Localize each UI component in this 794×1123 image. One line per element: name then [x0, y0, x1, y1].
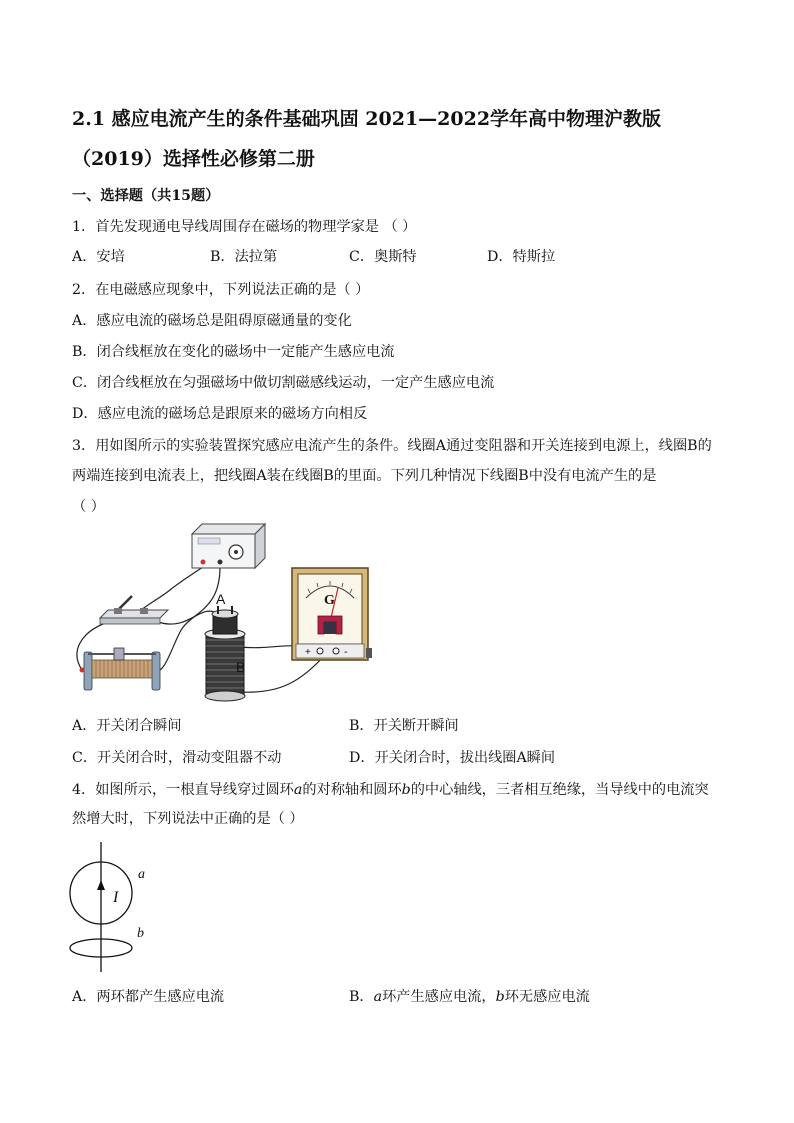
- q4-stem-text-2: 的对称轴和圆环: [302, 782, 402, 798]
- q1-option-b: B．法拉第: [210, 249, 278, 265]
- q4-stem-line-1: [72, 780, 709, 800]
- q3-option-c: C．开关闭合时，滑动变阻器不动: [72, 750, 282, 766]
- coil-a-label: A: [216, 591, 226, 607]
- meter-minus-label: -: [344, 646, 348, 658]
- q3-option-b: B．开关断开瞬间: [349, 718, 459, 734]
- q3-option-a: A．开关闭合瞬间: [72, 718, 182, 734]
- q4-stem-text-1: 4．如图所示，一根直导线穿过圆环: [72, 782, 294, 798]
- q4-option-b-prefix: B．: [349, 989, 374, 1005]
- q3-apparatus-figure: [70, 522, 380, 702]
- q4-ring-b-symbol: b: [401, 782, 411, 798]
- document-title-line-2: （2019）选择性必修第二册: [72, 148, 315, 170]
- coil-assembly: [205, 606, 245, 701]
- wire-power-to-switch: [136, 567, 203, 614]
- q2-option-b: B．闭合线框放在变化的磁场中一定能产生感应电流: [72, 344, 395, 360]
- q3-option-d: D．开关闭合时，拔出线圈A瞬间: [349, 750, 556, 766]
- q3-stem-line-3: （ ）: [72, 499, 105, 515]
- q2-stem: 2．在电磁感应现象中，下列说法正确的是（ ）: [72, 282, 370, 298]
- power-supply: [192, 524, 265, 568]
- q2-option-d: D．感应电流的磁场总是跟原来的磁场方向相反: [72, 406, 368, 422]
- section-heading: 一、选择题（共15题）: [72, 188, 220, 204]
- rheostat: [80, 648, 161, 690]
- q2-option-c: C．闭合线框放在匀强磁场中做切割磁感线运动，一定产生感应电流: [72, 375, 495, 391]
- ring-a-label: a: [138, 867, 145, 882]
- q4-rings-figure: [66, 838, 166, 974]
- knife-switch: [100, 596, 168, 624]
- q4-option-b-suffix: 环无感应电流: [504, 989, 590, 1005]
- galvanometer: [292, 568, 372, 660]
- q3-stem-line-2: 两端连接到电流表上，把线圈A装在线圈B的里面。下列几种情况下线圈B中没有电流产生的是: [72, 468, 657, 484]
- q4-stem-text-3: 的中心轴线，三者相互绝缘，当导线中的电流突: [410, 782, 709, 798]
- q2-option-a: A．感应电流的磁场总是阻碍原磁通量的变化: [72, 313, 352, 329]
- q4-option-b: [349, 987, 590, 1007]
- q4-option-b-ring-a: a: [373, 989, 383, 1005]
- current-arrow-icon: [97, 880, 105, 890]
- q4-ring-a-symbol: a: [293, 782, 303, 798]
- q1-option-a: A．安培: [72, 249, 125, 265]
- q4-stem-line-2: 然增大时，下列说法中正确的是（ ）: [72, 811, 304, 827]
- q4-option-a: A．两环都产生感应电流: [72, 989, 225, 1005]
- meter-g-label: G: [324, 593, 335, 608]
- q1-option-d: D．特斯拉: [487, 249, 556, 265]
- q1-stem: 1．首先发现通电导线周围存在磁场的物理学家是 （ ）: [72, 219, 417, 235]
- meter-plus-label: +: [305, 647, 311, 658]
- ring-b-label: b: [137, 926, 144, 941]
- coil-b-label: B: [236, 659, 246, 675]
- q3-stem-line-1: 3．用如图所示的实验装置探究感应电流产生的条件。线圈A通过变阻器和开关连接到电源上，线圈B的: [72, 438, 712, 454]
- q1-option-c: C．奥斯特: [349, 249, 417, 265]
- current-label: I: [113, 889, 119, 906]
- q4-option-b-text: 环产生感应电流，: [382, 989, 496, 1005]
- document-title-line-1: 2.1 感应电流产生的条件基础巩固 2021—2022学年高中物理沪教版: [72, 108, 662, 130]
- q4-option-b-ring-b: b: [495, 989, 505, 1005]
